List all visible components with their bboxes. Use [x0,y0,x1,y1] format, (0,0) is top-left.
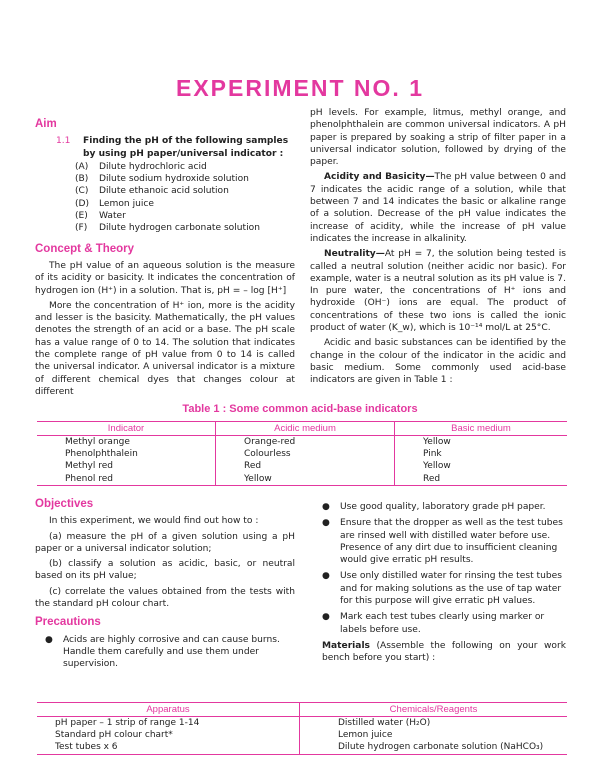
bullet-icon: ● [322,571,330,582]
table1-header-row [37,422,567,436]
sample-item [75,185,295,197]
table1-cell: Methyl orange [65,437,130,447]
sample-list [35,161,295,235]
objective-a: (a) measure the pH of a given solution using a pH paper or a universal indicator solution; [35,531,295,554]
sample-letter: (A) [75,161,89,172]
bullet-icon: ● [322,502,330,512]
table1-caption: Table 1 : Some common acid-base indicators [182,403,418,415]
left-column-lower [35,498,295,675]
precaution-text: Ensure that the dropper as well as the test tubes are rinsed well with distilled water before use. Presence of any dirt due to insufficient cleaning would give erratic pH results. [340,518,563,566]
bullet-icon: ● [322,612,330,623]
concept-paragraph-4: Acidic and basic substances can be identified by the change in the colour of the indicator in the acidic and basic medium. Some commonly used acid-base indicators are given in Table 1 : [310,338,566,386]
bullet-icon: ● [45,634,53,645]
precautions-heading: Precautions [35,616,101,629]
acidity-heading: Acidity and Basicity— [324,172,435,183]
sample-item [75,198,295,210]
table1-row [37,448,567,460]
left-column-upper [35,118,295,401]
sample-name: Water [99,211,126,222]
acidity-text: The pH value between 0 and 7 indicates the acidic range of a solution, while that between 7 and 14 indicates the basic or alkaline range of a solution. Decrease of the pH value indicates the increase of acidity, while the increase of pH value indicates the increase in alkalinity. [310,172,566,244]
objective-b: (b) classify a solution as acidic, basic, or neutral based on its pH value; [35,559,295,582]
sample-name: Dilute sodium hydroxide solution [99,174,249,185]
table1-cell: Methyl red [65,461,113,472]
table2-cell: Test tubes x 6 [55,742,118,753]
concept-paragraph-3: pH levels. For example, litmus, methyl orange, and phenolphthalein are common universal indicators. A pH paper is prepared by soaking a strip of filter paper in a universal indicator solution, followed by drying of the paper. [310,108,566,168]
table2-cell: Standard pH colour chart* [55,730,173,741]
neutrality-text: At pH = 7, the solution being tested is called a neutral solution (neither acidic nor basic). For example, water is a neutral solution as its pH value is 7. In pure water, the concentrations of H⁺ ions and hydroxide (OH⁻) ions are equal. The product of concentrations of these two ions is called the ionic product of water (K_w), which is 10⁻¹⁴ mol/L at 25°C. [310,249,566,334]
sample-item [75,210,295,222]
table2 [37,702,567,755]
table1-cell: Pink [395,448,568,460]
table1-cell: Red [216,460,395,472]
table1-header-indicator: Indicator [37,422,216,436]
table1-cell: Colourless [216,448,395,460]
table1-cell: Phenolphthalein [65,449,138,460]
sample-letter: (C) [75,186,89,197]
table2-cell: Dilute hydrogen carbonate solution (NaHCO₃) [300,741,568,754]
concept-heading: Concept & Theory [35,242,135,255]
precaution-text: Mark each test tubes clearly using marker or labels before use. [340,612,545,635]
table2-row [37,717,567,730]
sample-letter: (B) [75,174,89,185]
concept-paragraph-2: More the concentration of H⁺ ion, more is the acidity and lesser is the basicity. Mathematically, the pH values denotes the strength of an acid or a base. The pH scale has a value range of 0 to 14. The solution that indicates the complete range of pH value from 0 to 14 is called the universal indicator. A universal indicator is a mixture of different chemical dyes that changes colour at different [35,300,295,397]
table2-row [37,741,567,754]
table1-row [37,460,567,472]
objectives-heading: Objectives [35,498,94,510]
sample-name: Dilute hydrogen carbonate solution [99,223,260,234]
page-title: EXPERIMENT NO. 1 [176,75,424,101]
table2-cell: Lemon juice [300,729,568,741]
neutrality-paragraph [310,248,566,334]
sample-name: Lemon juice [99,198,154,209]
table2-row [37,729,567,741]
table2-cell: Distilled water (H₂O) [300,717,568,730]
precaution-item [322,611,566,636]
table2-body [37,717,567,755]
table2-cell: pH paper – 1 strip of range 1-14 [55,718,200,728]
table1-cell: Red [395,473,568,486]
table1-body [37,436,567,486]
precaution-item [322,501,566,513]
table1-cell: Orange-red [216,436,395,449]
sample-letter: (F) [75,223,88,234]
sample-item [75,173,295,185]
aim-item-number: 1.1 [56,136,71,147]
concept-paragraph-1: The pH value of an aqueous solution is the measure of its acidity or basicity. It indicates the concentration of hydrogen ion (H⁺) in a solution. That is, pH = – log [H⁺] [35,260,295,296]
right-column-lower [322,501,566,668]
precaution-item [322,517,566,566]
objective-c: (c) correlate the values obtained from the tests with the standard pH colour chart. [35,586,295,610]
materials-text: (Assemble the following on your work bench before you start) : [322,640,566,664]
sample-name: Dilute ethanoic acid solution [99,186,229,197]
table1-cell: Yellow [395,460,568,472]
table2-header-row [37,703,567,717]
table1-row [37,436,567,449]
table1 [37,421,567,486]
precaution-text: Use only distilled water for rinsing the test tubes and for making solutions as the use of tap water for this purpose will give erratic pH values. [340,571,562,607]
precaution-item [35,634,295,671]
aim-heading: Aim [35,118,57,130]
sample-name: Dilute hydrochloric acid [99,161,207,172]
table2-header-chemicals: Chemicals/Reagents [300,703,568,717]
precaution-item [322,570,566,607]
table1-cell: Yellow [395,436,568,449]
bullet-icon: ● [322,518,330,529]
sample-item [75,161,295,173]
sample-letter: (D) [75,198,90,209]
right-column-upper [310,107,566,390]
precaution-text: Use good quality, laboratory grade pH paper. [340,502,546,512]
sample-letter: (E) [75,211,88,222]
precaution-text: Acids are highly corrosive and can cause burns. Handle them carefully and use them under supervision. [63,634,280,670]
neutrality-heading: Neutrality— [324,249,385,260]
sample-item [75,222,295,234]
table1-header-basic: Basic medium [395,422,568,436]
acidity-paragraph [310,171,566,245]
table2-header-apparatus: Apparatus [37,703,300,717]
aim-item [35,135,295,160]
table1-header-acidic: Acidic medium [216,422,395,436]
table1-row [37,473,567,486]
materials-heading: Materials [322,640,370,651]
materials-paragraph [322,640,566,665]
aim-item-title: Finding the pH of the following samples by using pH paper/universal indicator : [83,136,289,159]
table1-cell: Yellow [216,473,395,486]
table1-cell: Phenol red [65,473,113,484]
objectives-intro: In this experiment, we would find out how to : [49,516,259,527]
